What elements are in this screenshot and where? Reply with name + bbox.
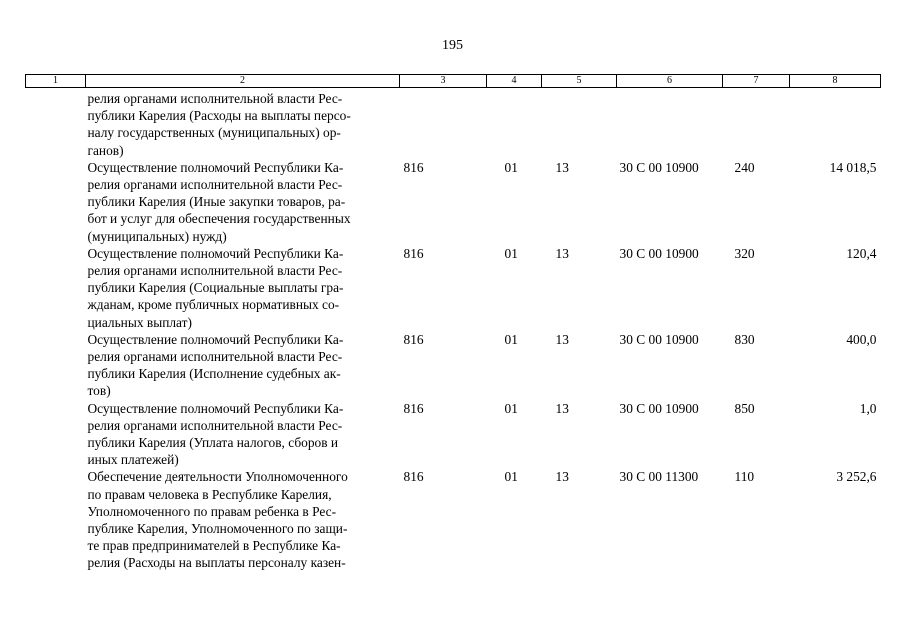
column-number-header: 1 (26, 75, 86, 88)
expense-name: Осуществление полномочий Республики Ка- релия органами исполнительной власти Рес- публики Карелия (Исполнение судебных ак- тов) (87, 331, 344, 399)
table-row (26, 245, 881, 331)
column-number-header: 6 (617, 75, 723, 88)
expense-type-code: 320 (734, 245, 755, 261)
ministry-code: 816 (403, 245, 424, 261)
target-article-code: 30 С 00 10900 (619, 245, 699, 261)
column-number-header: 4 (487, 75, 542, 88)
expense-type-code: 110 (734, 469, 755, 485)
ministry-code: 816 (403, 400, 424, 416)
target-article-code: 30 С 00 10900 (619, 159, 699, 175)
section-code (487, 88, 542, 159)
section-code: 01 (504, 159, 518, 175)
empty-cell (26, 468, 86, 571)
empty-cell (26, 331, 86, 400)
expense-type-code: 830 (734, 331, 755, 347)
target-article-code: 30 С 00 10900 (619, 331, 699, 347)
page-number: 195 (442, 38, 463, 53)
empty-cell (26, 159, 86, 245)
target-article-code: 30 С 00 10900 (619, 400, 699, 416)
ministry-code: 816 (403, 159, 424, 175)
amount: 400,0 (846, 331, 877, 347)
amount: 120,4 (846, 245, 877, 261)
table-row (26, 468, 881, 571)
column-number-header: 7 (723, 75, 790, 88)
section-code: 01 (504, 469, 518, 485)
expense-type-code (723, 88, 790, 159)
empty-cell (26, 245, 86, 331)
column-number-header: 3 (400, 75, 487, 88)
expense-name: Осуществление полномочий Республики Ка- релия органами исполнительной власти Рес- публики Карелия (Иные закупки товаров, ра- бот и услуг для обеспечения государственных (муниципальных) нужд) (87, 159, 351, 244)
target-article-code (617, 88, 723, 159)
section-code: 01 (504, 331, 518, 347)
subsection-code: 13 (555, 469, 569, 485)
amount: 3 252,6 (836, 469, 877, 485)
table-row (26, 331, 881, 400)
section-code: 01 (504, 400, 518, 416)
target-article-code: 30 С 00 11300 (619, 469, 699, 485)
table-header-row (26, 75, 881, 88)
table-row (26, 159, 881, 245)
subsection-code: 13 (555, 245, 569, 261)
subsection-code: 13 (555, 400, 569, 416)
amount: 14 018,5 (829, 159, 877, 175)
subsection-code: 13 (555, 331, 569, 347)
expense-type-code: 240 (734, 159, 755, 175)
column-number-header: 5 (542, 75, 617, 88)
ministry-code: 816 (403, 469, 424, 485)
section-code: 01 (504, 245, 518, 261)
ministry-code: 816 (403, 331, 424, 347)
ministry-code (400, 88, 487, 159)
expense-name: релия органами исполнительной власти Рес- публики Карелия (Расходы на выплаты персо- налу государственных (муниципальных) ор- ганов) (87, 91, 351, 158)
budget-table (25, 74, 881, 572)
table-row (26, 400, 881, 469)
subsection-code: 13 (555, 159, 569, 175)
empty-cell (26, 88, 86, 159)
amount (790, 88, 881, 159)
expense-type-code: 850 (734, 400, 755, 416)
column-number-header: 8 (790, 75, 881, 88)
expense-name: Осуществление полномочий Республики Ка- релия органами исполнительной власти Рес- публики Карелия (Уплата налогов, сборов и иных платежей) (87, 400, 344, 468)
column-number-header: 2 (86, 75, 400, 88)
amount: 1,0 (859, 400, 877, 416)
expense-name: Осуществление полномочий Республики Ка- релия органами исполнительной власти Рес- публики Карелия (Социальные выплаты гра- жданам, кроме публичных нормативных со- циальных выплат) (87, 245, 344, 330)
subsection-code (542, 88, 617, 159)
expense-name: Обеспечение деятельности Уполномоченного по правам человека в Республике Карелия, Уполномоченного по правам ребенка в Рес- публике Карелия, Уполномоченного по защи- те прав предпринимателей в Республике Ка- релия (Расходы на выплаты персоналу казен- (87, 469, 348, 571)
empty-cell (26, 400, 86, 469)
table-row (26, 88, 881, 159)
